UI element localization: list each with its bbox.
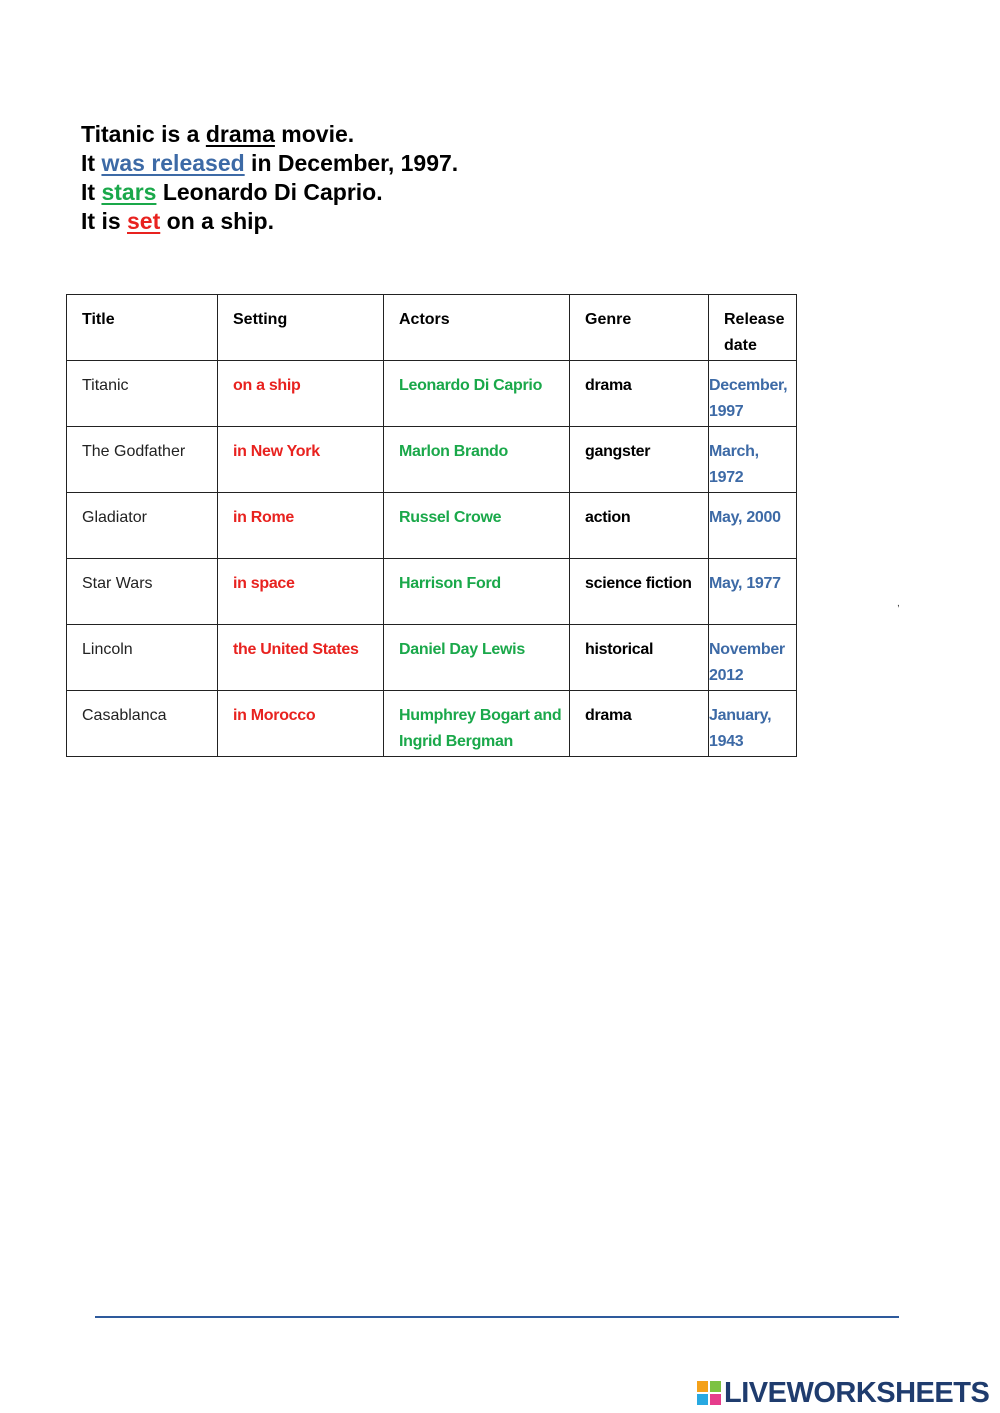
header-release-date — [709, 295, 797, 361]
cell-actors: Russel Crowe — [384, 493, 570, 559]
cell-actors: Humphrey Bogart and Ingrid Bergman — [384, 691, 570, 757]
table-row — [67, 691, 797, 757]
cell-genre: historical — [570, 625, 709, 691]
cell-release-date: March, 1972 — [709, 427, 797, 493]
cell-setting: in Rome — [218, 493, 384, 559]
intro-sentences — [81, 120, 458, 236]
footer-divider-line — [95, 1316, 899, 1318]
table-header-row — [67, 295, 797, 361]
cell-actors: Leonardo Di Caprio — [384, 361, 570, 427]
cell-title: Lincoln — [67, 625, 218, 691]
cell-setting: in space — [218, 559, 384, 625]
cell-setting: the United States — [218, 625, 384, 691]
header-title: Title — [67, 295, 218, 361]
header-release-date-line1: Release — [724, 311, 785, 328]
cell-title: Casablanca — [67, 691, 218, 757]
intro-text: on a ship. — [160, 208, 274, 234]
cell-genre: drama — [570, 691, 709, 757]
movies-table — [66, 294, 797, 757]
cell-actors: Daniel Day Lewis — [384, 625, 570, 691]
cell-genre: gangster — [570, 427, 709, 493]
cell-release-date: December, 1997 — [709, 361, 797, 427]
cell-genre: action — [570, 493, 709, 559]
table-row — [67, 427, 797, 493]
cell-release-date: January, 1943 — [709, 691, 797, 757]
table-row — [67, 559, 797, 625]
table-row — [67, 361, 797, 427]
intro-text: Titanic is a — [81, 121, 206, 147]
keyword-stars: stars — [101, 179, 157, 205]
keyword-set: set — [127, 208, 161, 234]
cell-setting: in Morocco — [218, 691, 384, 757]
cell-actors: Harrison Ford — [384, 559, 570, 625]
cell-title: Star Wars — [67, 559, 218, 625]
liveworksheets-logo — [697, 1376, 989, 1410]
intro-line-release — [81, 149, 458, 178]
keyword-was-released: was released — [101, 150, 245, 176]
intro-text: It — [81, 150, 102, 176]
header-release-date-line2: date — [724, 337, 757, 354]
header-genre: Genre — [570, 295, 709, 361]
table-row — [67, 625, 797, 691]
cell-title: Gladiator — [67, 493, 218, 559]
header-setting: Setting — [218, 295, 384, 361]
intro-line-set — [81, 207, 458, 236]
liveworksheets-logo-icon — [697, 1381, 721, 1405]
keyword-drama: drama — [205, 121, 275, 147]
cell-genre: drama — [570, 361, 709, 427]
stray-comma-mark: , — [897, 598, 900, 609]
cell-title: The Godfather — [67, 427, 218, 493]
intro-line-stars — [81, 178, 458, 207]
cell-title: Titanic — [67, 361, 218, 427]
intro-text: It is — [81, 208, 128, 234]
cell-release-date: May, 2000 — [709, 493, 797, 559]
cell-genre: science fiction — [570, 559, 709, 625]
intro-text: in December, 1997. — [244, 150, 459, 176]
cell-actors: Marlon Brando — [384, 427, 570, 493]
intro-text: Leonardo Di Caprio. — [156, 179, 383, 205]
cell-release-date: November 2012 — [709, 625, 797, 691]
cell-release-date: May, 1977 — [709, 559, 797, 625]
intro-text: It — [81, 179, 102, 205]
cell-setting: in New York — [218, 427, 384, 493]
table-row — [67, 493, 797, 559]
liveworksheets-wordmark: LIVEWORKSHEETS — [724, 1376, 990, 1409]
cell-setting: on a ship — [218, 361, 384, 427]
intro-text: movie. — [274, 121, 355, 147]
header-actors: Actors — [384, 295, 570, 361]
intro-line-genre — [81, 120, 458, 149]
